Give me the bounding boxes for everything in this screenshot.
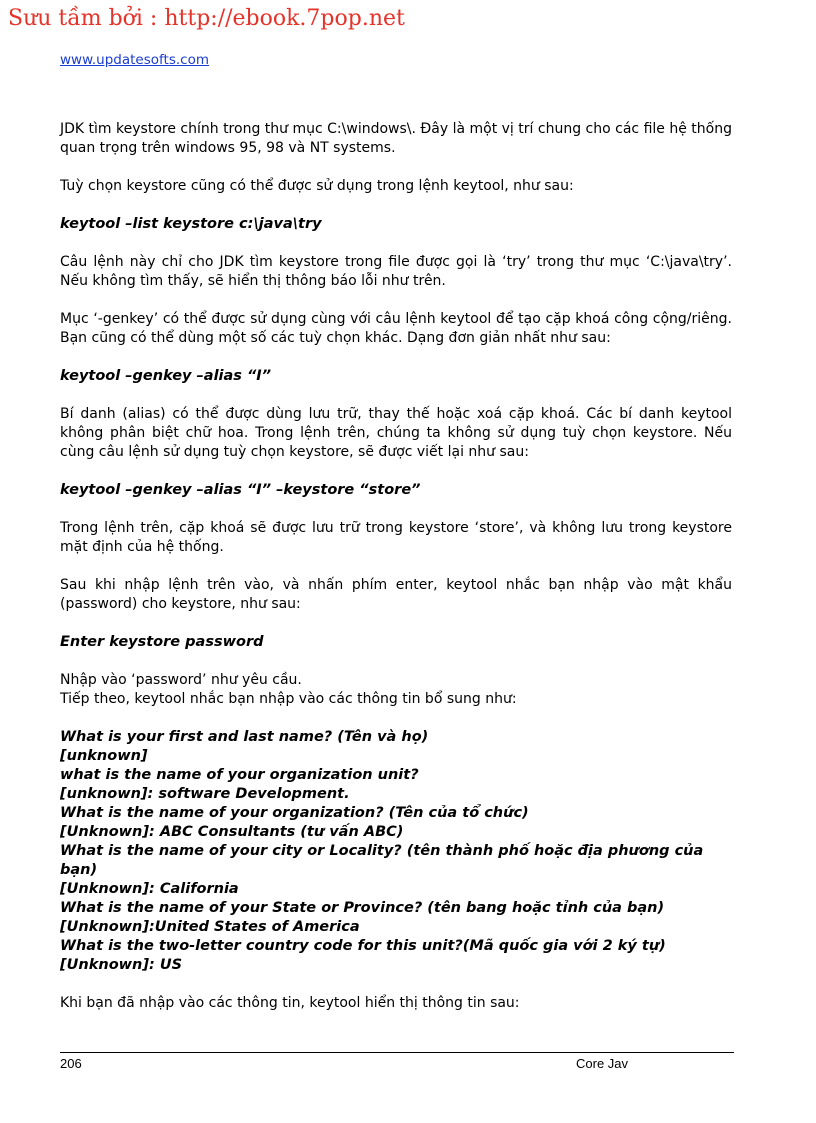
footer-title: Core Jav bbox=[576, 1056, 629, 1071]
paragraph: Trong lệnh trên, cặp khoá sẽ được lưu trữ trong keystore ‘store’, và không lưu trong keystore mặt định của hệ thống. bbox=[60, 520, 732, 555]
paragraph: Câu lệnh này chỉ cho JDK tìm keystore trong file được gọi là ‘try’ trong thư mục ‘C:\java\try’. Nếu không tìm thấy, sẽ hiển thị thông báo lỗi như trên. bbox=[60, 254, 732, 289]
paragraph: JDK tìm keystore chính trong thư mục C:\windows\. Đây là một vị trí chung cho các file hệ thống quan trọng trên windows 95, 98 và NT systems. bbox=[60, 121, 732, 156]
paragraph: Mục ‘-genkey’ có thể được sử dụng cùng với câu lệnh keytool để tạo cặp khoá công cộng/riêng. Bạn cũng có thể dùng một số các tuỳ chọn khác. Dạng đơn giản nhất như sau: bbox=[60, 311, 732, 346]
page-number: 206 bbox=[60, 1056, 82, 1071]
paragraph: Bí danh (alias) có thể được dùng lưu trữ, thay thế hoặc xoá cặp khoá. Các bí danh keytool không phân biệt chữ hoa. Trong lệnh trên, chúng ta không sử dụng tuỳ chọn keystore. Nếu cùng câu lệnh sử dụng tuỳ chọn keystore, sẽ được viết lại như sau: bbox=[60, 406, 732, 460]
prompt-line: What is the name of your organization? (Tên của tổ chức) bbox=[60, 805, 529, 821]
page-content bbox=[60, 120, 732, 1032]
command-line: keytool –genkey –alias “I” bbox=[60, 368, 272, 384]
prompt-line: [Unknown]: ABC Consultants (tư vấn ABC) bbox=[60, 824, 404, 840]
prompt-line: [Unknown]: US bbox=[60, 957, 183, 973]
prompt-line: what is the name of your organization unit? bbox=[60, 767, 419, 783]
command-line: keytool –list keystore c:\java\try bbox=[60, 216, 322, 232]
prompt-line: [Unknown]:United States of America bbox=[60, 919, 360, 935]
prompt-line: What is your first and last name? (Tên và họ) bbox=[60, 729, 429, 745]
prompt-line: [Unknown]: California bbox=[60, 881, 239, 897]
prompt-line: [unknown]: software Development. bbox=[60, 786, 350, 802]
keytool-prompts bbox=[60, 728, 732, 975]
site-link[interactable]: www.updatesofts.com bbox=[60, 52, 210, 68]
footer-divider bbox=[60, 1052, 734, 1053]
prompt-line: What is the name of your State or Province? (tên bang hoặc tỉnh của bạn) bbox=[60, 900, 665, 916]
command-line: Enter keystore password bbox=[60, 634, 264, 650]
prompt-line: What is the two-letter country code for this unit?(Mã quốc gia với 2 ký tự) bbox=[60, 938, 666, 954]
prompt-line: What is the name of your city or Locality? (tên thành phố hoặc địa phương của bạn) bbox=[60, 843, 704, 878]
command-line: keytool –genkey –alias “I” –keystore “store” bbox=[60, 482, 421, 498]
paragraph: Khi bạn đã nhập vào các thông tin, keytool hiển thị thông tin sau: bbox=[60, 995, 520, 1011]
paragraph: Nhập vào ‘password’ như yêu cầu. bbox=[60, 672, 302, 688]
prompt-line: [unknown] bbox=[60, 748, 148, 764]
paragraph: Tiếp theo, keytool nhắc bạn nhập vào các thông tin bổ sung như: bbox=[60, 691, 517, 707]
paragraph: Sau khi nhập lệnh trên vào, và nhấn phím enter, keytool nhắc bạn nhập vào mật khẩu (password) cho keystore, như sau: bbox=[60, 577, 732, 612]
watermark-text: Sưu tầm bởi : http://ebook.7pop.net bbox=[8, 6, 405, 31]
paragraph: Tuỳ chọn keystore cũng có thể được sử dụng trong lệnh keytool, như sau: bbox=[60, 178, 574, 194]
